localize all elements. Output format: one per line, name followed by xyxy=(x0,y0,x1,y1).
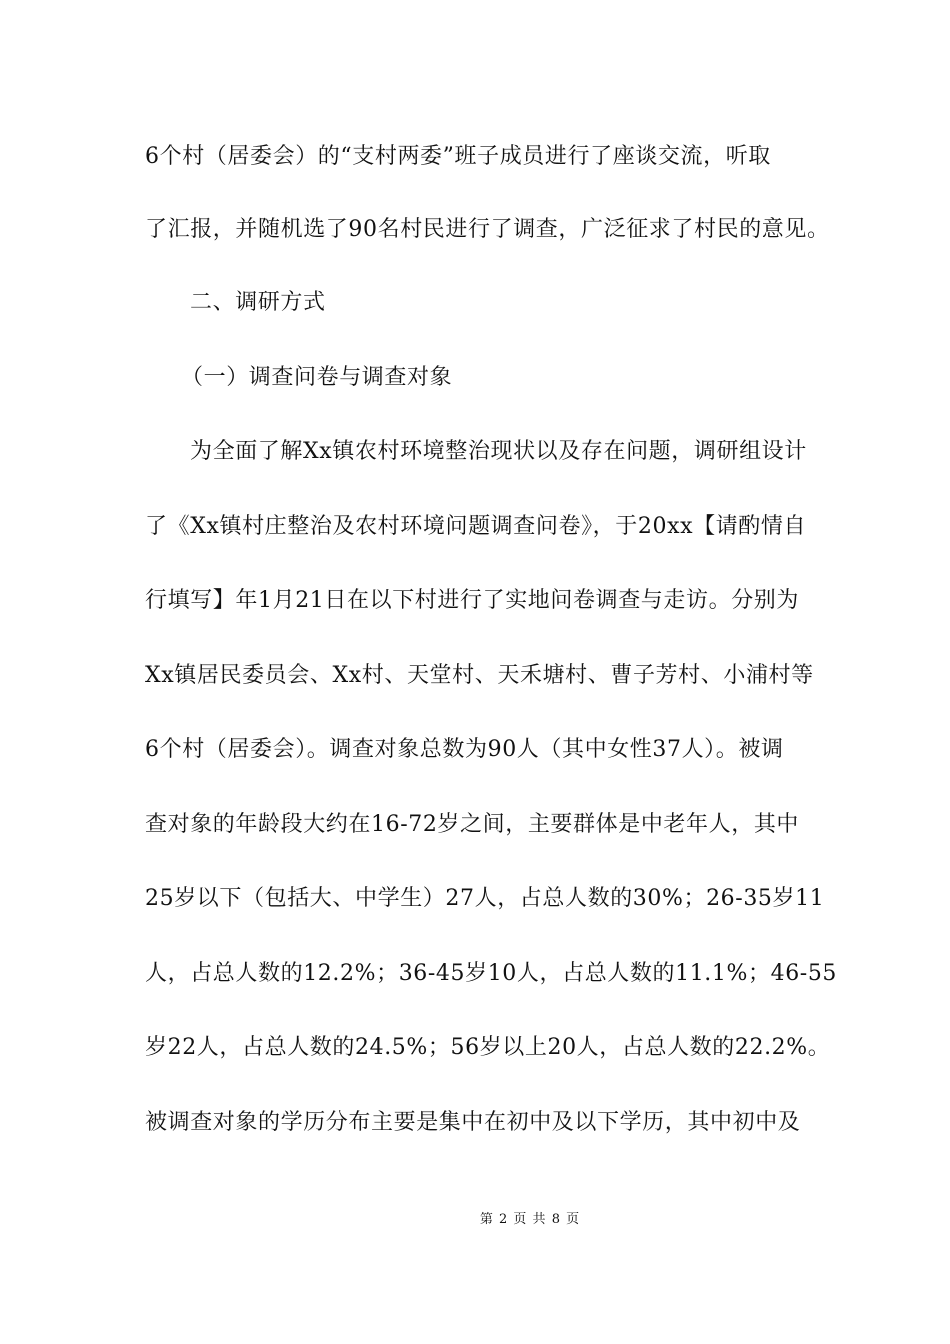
body-line-1: 6个村（居委会）的“支村两委”班子成员进行了座谈交流，听取 xyxy=(145,144,771,169)
body-line-3: 为全面了解Xx镇农村环境整治现状以及存在问题，调研组设计 xyxy=(190,439,807,464)
body-line-12: 被调查对象的学历分布主要是集中在初中及以下学历，其中初中及 xyxy=(145,1110,801,1135)
body-line-7: 6个村（居委会）。调查对象总数为90人（其中女性37人）。被调 xyxy=(145,737,784,762)
subsection-heading: （一）调查问卷与调查对象 xyxy=(181,365,453,390)
body-line-6: Xx镇居民委员会、Xx村、天堂村、天禾塘村、曹子芳村、小浦村等 xyxy=(145,663,814,688)
body-line-11: 岁22人，占总人数的24.5%；56岁以上20人，占总人数的22.2%。 xyxy=(145,1035,831,1060)
page-number-footer: 第 2 页 共 8 页 xyxy=(479,1212,581,1227)
section-heading: 二、调研方式 xyxy=(190,290,326,315)
body-line-8: 查对象的年龄段大约在16-72岁之间，主要群体是中老年人，其中 xyxy=(145,812,800,837)
body-line-4: 了《Xx镇村庄整治及农村环境问题调查问卷》，于20xx【请酌情自 xyxy=(145,514,807,539)
body-line-5: 行填写】年1月21日在以下村进行了实地问卷调查与走访。分别为 xyxy=(145,588,799,613)
body-line-10: 人，占总人数的12.2%；36-45岁10人，占总人数的11.1%；46-55 xyxy=(145,961,838,986)
body-line-9: 25岁以下（包括大、中学生）27人，占总人数的30%；26-35岁11 xyxy=(145,886,825,911)
body-line-2: 了汇报，并随机选了90名村民进行了调查，广泛征求了村民的意见。 xyxy=(145,217,830,242)
